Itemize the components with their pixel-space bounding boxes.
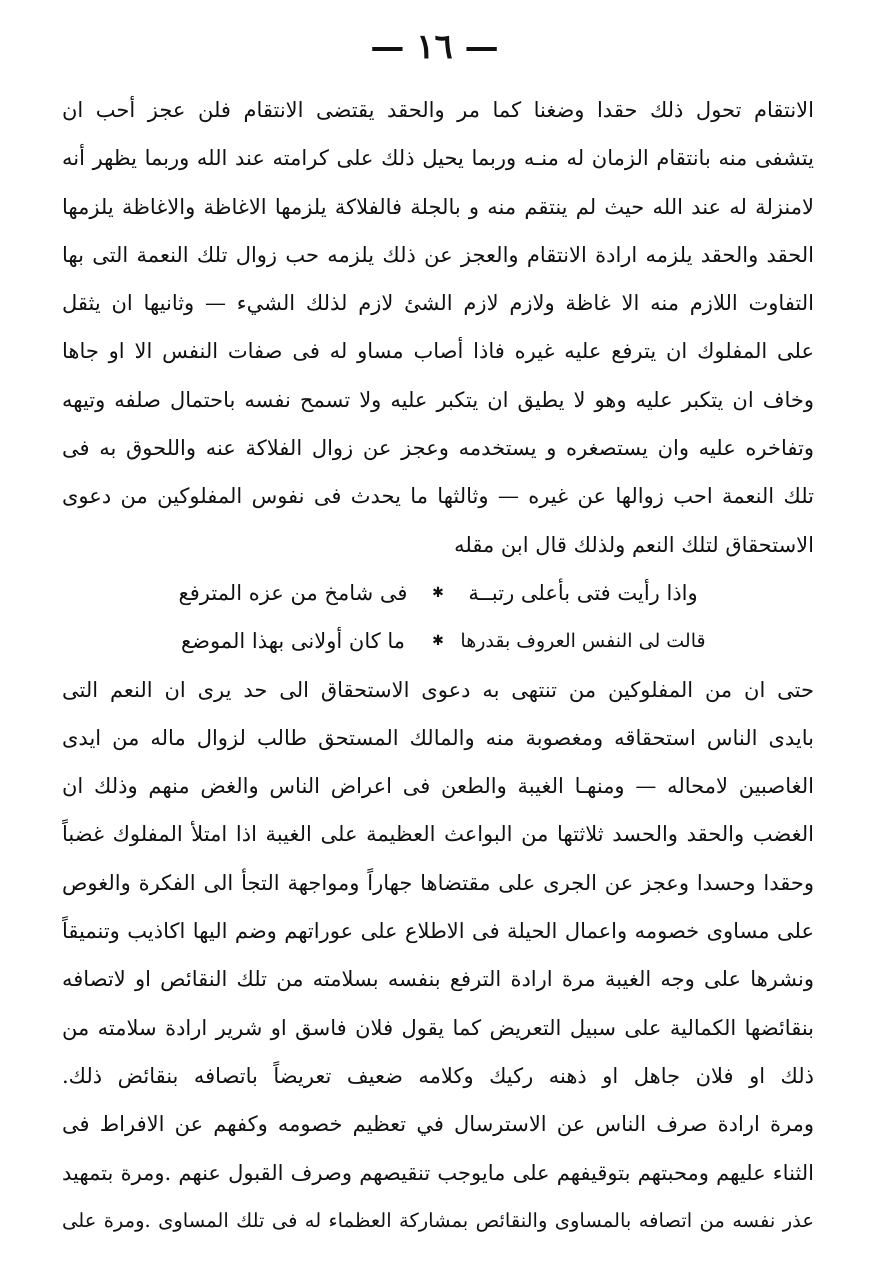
- text-line: وخاف ان يتكبر عليه وهو لا يطيق ان يتكبر عليه ولا تسمح نفسه باحتمال صلفه وتيهه: [62, 387, 814, 412]
- verse-first-hemistich: واذا رأيت فتى بأعلى رتبــة: [468, 580, 698, 605]
- text-line: ونشرها على وجه الغيبة مرة ارادة الترفع بنفسه بسلامته من تلك النقائص او لاتصافه: [62, 967, 814, 992]
- text-line: الغضب والحقد والحسد ثلاثتها من البواعث العظيمة على الغيبة اذا امتلأ المفلوك غضباً: [62, 822, 814, 847]
- text-line: بنقائضها الكمالية على سبيل التعريض كما يقول فلان فاسق او شرير ارادة سلامته من: [62, 1015, 814, 1040]
- text-line: وتفاخره عليه وان يستصغره و يستخدمه وعجز عن زوال الفلاكة عنه واللحوق به فى: [62, 436, 814, 461]
- text-line: الانتقام تحول ذلك حقدا وضغنا كما مر والحقد يقتضى الانتقام فلن عجز أحب ان: [62, 98, 814, 122]
- poem-verse: [62, 569, 814, 617]
- verse-second-hemistich: فى شامخ من عزه المترفع: [178, 580, 408, 605]
- text-line: على المفلوك ان يترفع عليه غيره فاذا أصاب مساو له فى صفات النفس الا او جاها: [62, 339, 814, 364]
- verse-separator-star: ✱: [432, 633, 444, 650]
- text-line: على مساوى خصومه واعمال الحيلة فى الاطلاع على عوراتهم وضم اليها اكاذيب وتنميقاً: [62, 919, 814, 944]
- verse-second-hemistich: ما كان أولانى بهذا الموضع: [180, 629, 406, 654]
- text-line: الحقد والحقد يلزمه ارادة الانتقام والعجز عن ذلك يلزمه حب زوال تلك النعمة التى بها: [62, 242, 814, 267]
- text-line: ذلك او فلان جاهل او ذهنه ركيك وكلامه ضعيف تعريضاً باتصافه بنقائض ذلك.: [62, 1063, 814, 1088]
- text-line: لامنزلة له عند الله حيث لم ينتقم منه و بالجلة فالفلاكة يلزمها الاغاظة والاغاظة يلزمها: [62, 194, 814, 219]
- text-line: الغاصبين لامحاله — ومنهـا الغيبة والطعن فى اعراض الناس والغض منهم وذلك ان: [62, 774, 814, 799]
- text-line: التفاوت اللازم منه الا غاظة ولازم لازم الشئ لازم لذلك الشيء — وثانيها ان يثقل: [62, 291, 814, 316]
- poem-verse: [62, 617, 814, 665]
- text-line: يتشفى منه بانتقام الزمان له منـه وربما يحيل ذلك على كرامته عند الله وربما يظهر أنه: [62, 146, 814, 171]
- text-line: وحقدا وحسدا وعجز عن الجرى على مقتضاها جهاراً ومواجهة التجأ الى الفكرة والغوص: [62, 870, 814, 895]
- text-line: الثناء عليهم ومحبتهم بتوقيفهم على مايوجب تنقيصهم وصرف القبول عنهم .ومرة بتمهيد: [62, 1160, 814, 1185]
- body-text: [62, 86, 814, 1245]
- text-line: تلك النعمة احب زوالها عن غيره — وثالثها ما يحدث فى نفوس المفلوكين من دعوى: [62, 484, 814, 509]
- text-line: الاستحقاق لتلك النعم ولذلك قال ابن مقله: [454, 532, 814, 557]
- text-line: عذر نفسه من اتصافه بالمساوى والنقائص بمشاركة العظماء له فى تلك المساوى .ومرة على: [62, 1208, 814, 1232]
- text-line: حتى ان من المفلوكين من تنتهى به دعوى الاستحقاق الى حد يرى ان النعم التى: [62, 677, 814, 702]
- text-line: ومرة ارادة صرف الناس عن الاسترسال في تعظيم خصومه وكفهم عن الافراط فى: [62, 1112, 814, 1137]
- page-number: — ١٦ —: [370, 27, 499, 67]
- verse-separator-star: ✱: [432, 584, 444, 601]
- verse-first-hemistich: قالت لى النفس العروف بقدرها: [460, 630, 706, 653]
- text-line: بايدى الناس استحقاقه ومغصوبة منه والمالك المستحق طالب لزوال ماله من ايدى: [62, 725, 814, 750]
